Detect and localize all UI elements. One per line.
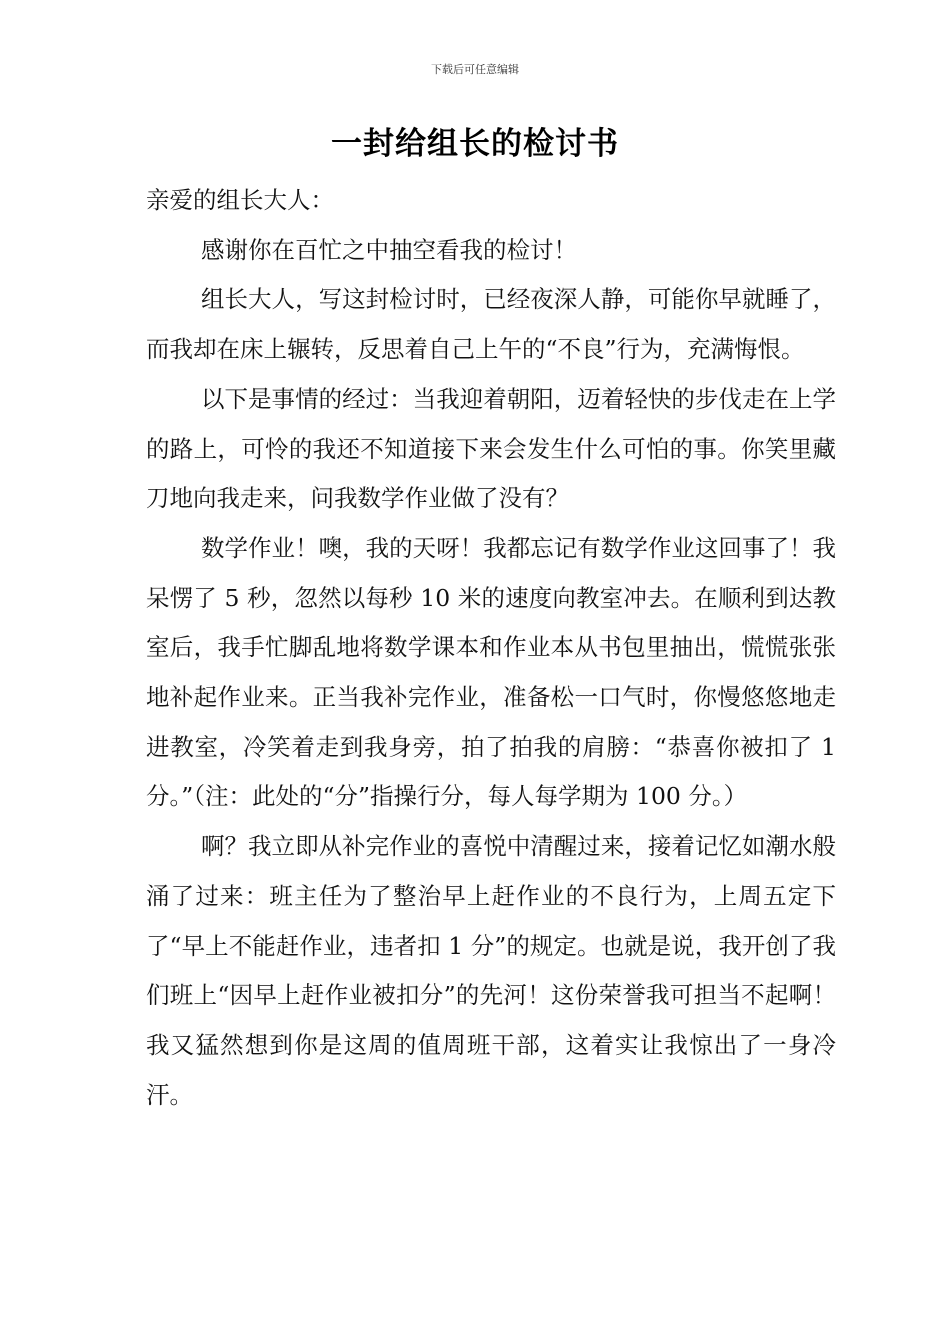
paragraph-realization: 啊？我立即从补完作业的喜悦中清醒过来，接着记忆如潮水般涌了过来：班主任为了整治早上赶作业的不良行为，上周五定下了“早上不能赶作业，违者扣 1 分”的规定。也就是说，我开创了我们班上“因早上赶作业被扣分”的先河！这份荣誉我可担当不起啊！我又猛然想到你是这周的值周班干部，这着实让我惊出了一身冷汗。 <box>146 832 836 1109</box>
salutation: 亲爱的组长大人： <box>146 186 334 214</box>
paragraph-reflection: 组长大人，写这封检讨时，已经夜深人静，可能你早就睡了，而我却在床上辗转，反思着自己上午的“不良”行为，充满悔恨。 <box>146 285 836 364</box>
paragraph-thanks: 感谢你在百忙之中抽空看我的检讨！ <box>201 235 577 264</box>
letter-body <box>146 176 836 1120</box>
paragraph-background: 以下是事情的经过：当我迎着朝阳，迈着轻快的步伐走在上学的路上，可怜的我还不知道接下来会发生什么可怕的事。你笑里藏刀地向我走来，问我数学作业做了没有？ <box>146 384 836 513</box>
page-header-note: 下载后可任意编辑 <box>431 63 519 76</box>
paragraph-homework-incident: 数学作业！噢，我的天呀！我都忘记有数学作业这回事了！我呆愣了 5 秒，忽然以每秒 10 米的速度向教室冲去。在顺利到达教室后，我手忙脚乱地将数学课本和作业本从书包里抽出，慌慌张张地补起作业来。正当我补完作业，准备松一口气时，你慢悠悠地走进教室，冷笑着走到我身旁，拍了拍我的肩膀：“恭喜你被扣了 1 分。”（注：此处的“分”指操行分，每人每学期为 100 分。） <box>146 533 836 811</box>
document-title: 一封给组长的检讨书 <box>331 126 619 162</box>
